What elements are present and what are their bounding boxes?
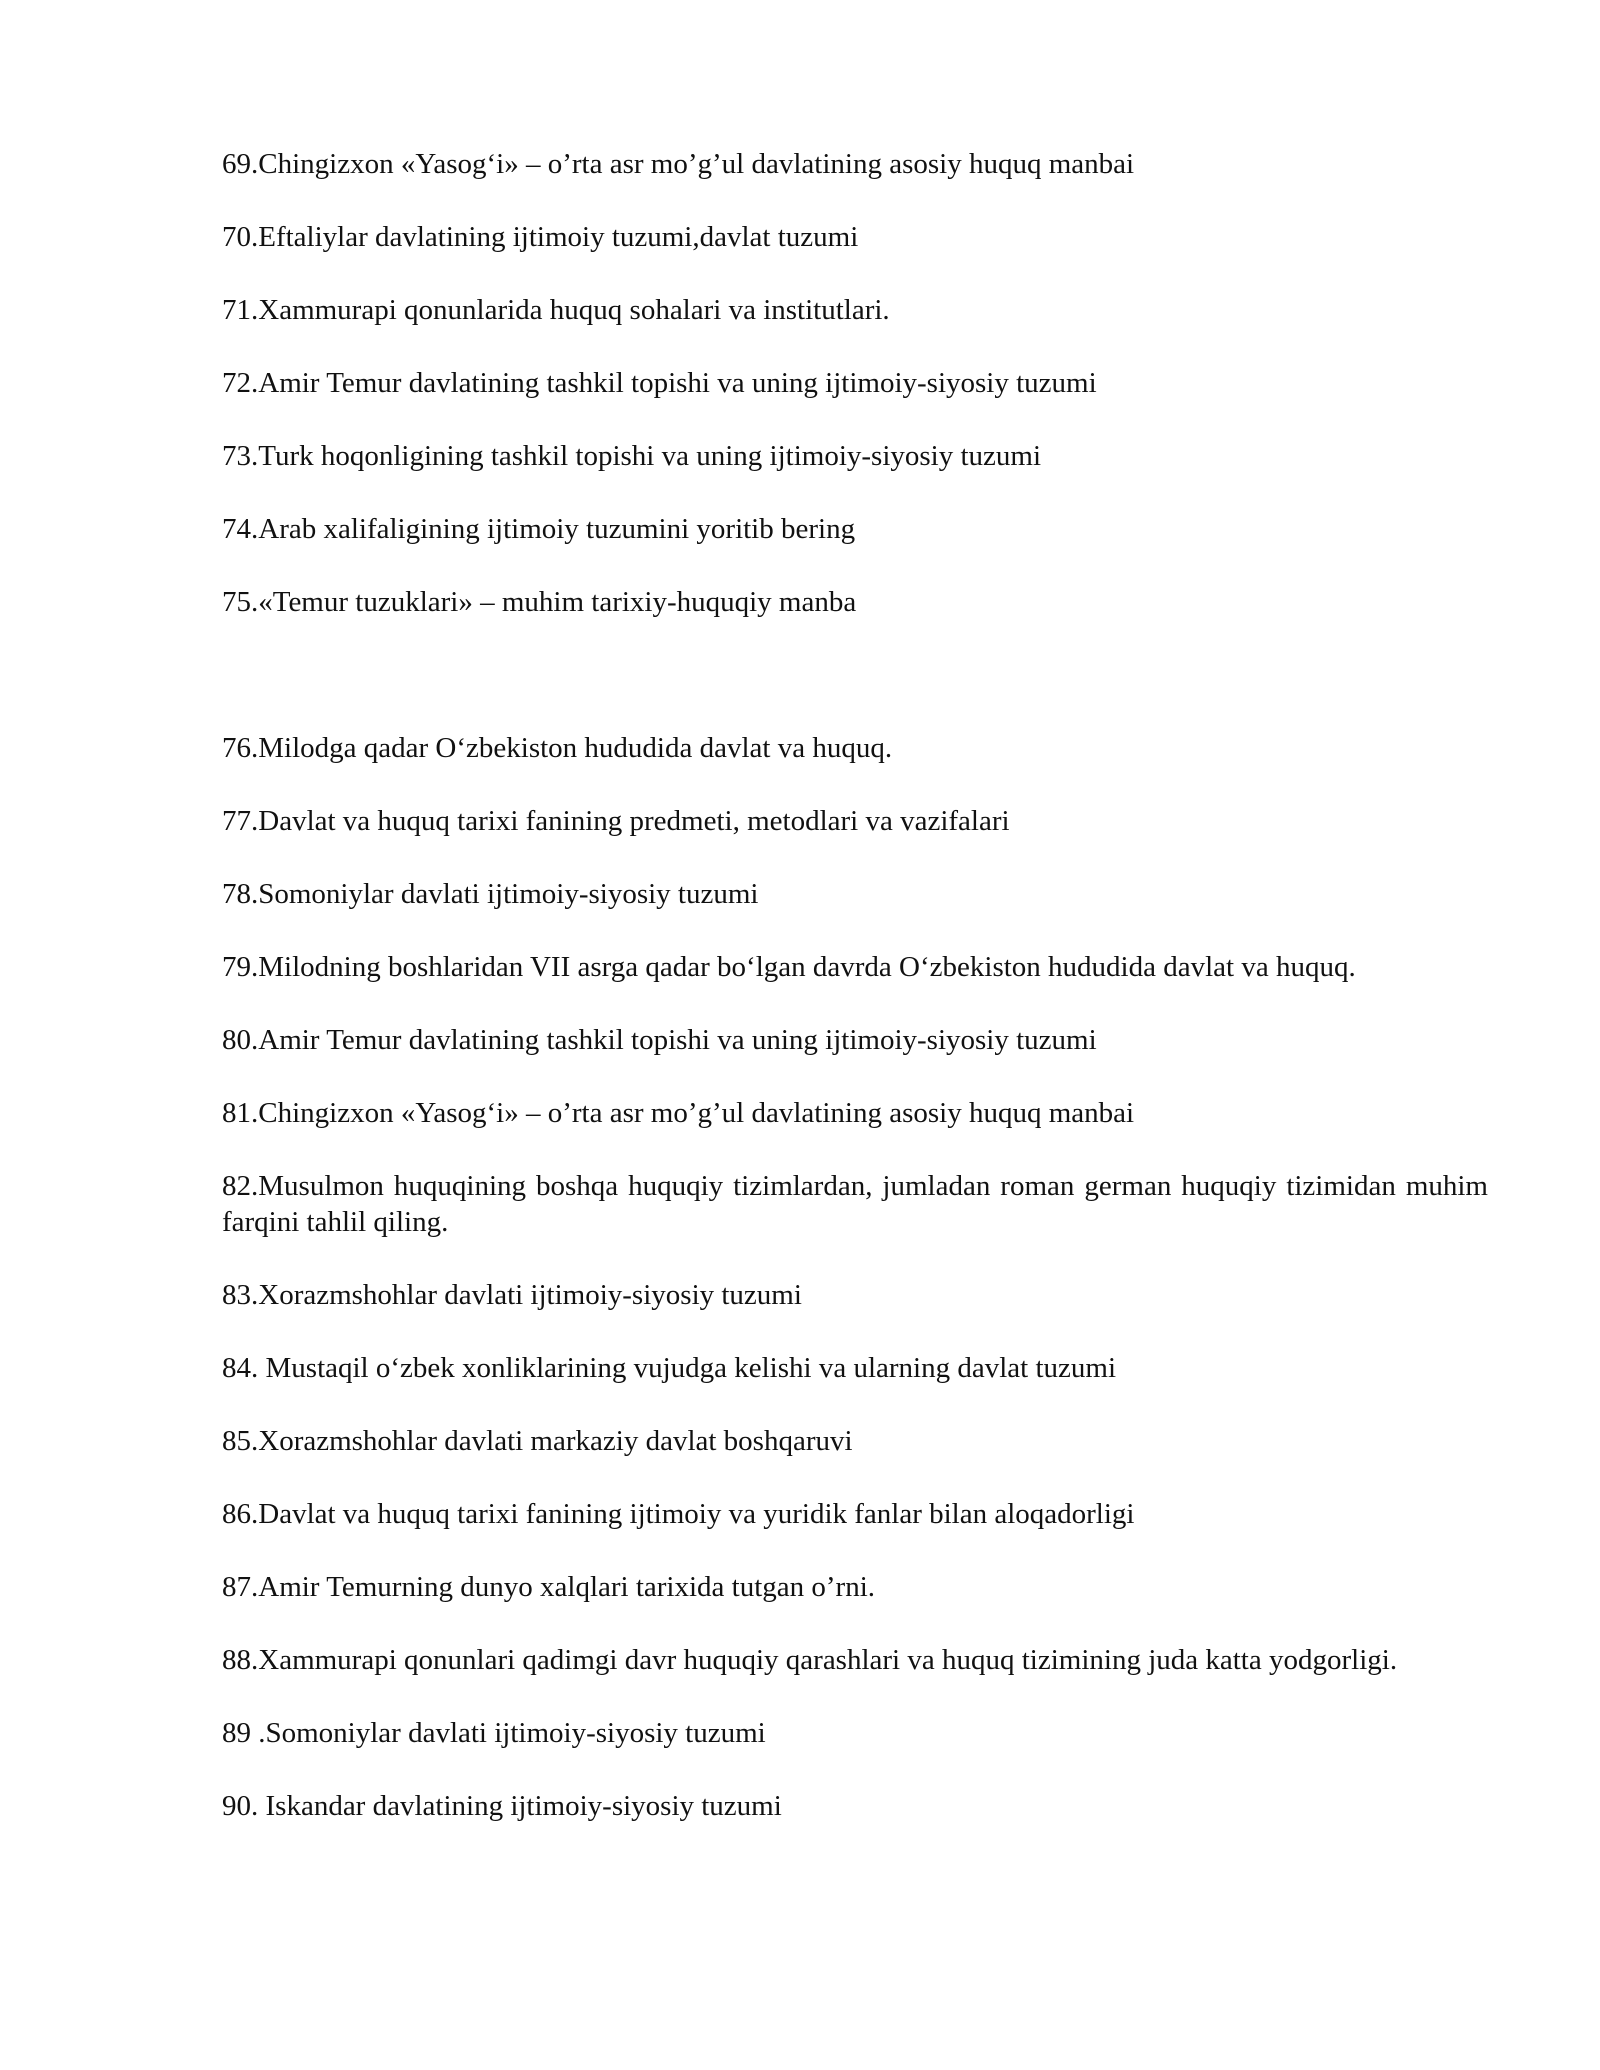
question-90: 90. Iskandar davlatining ijtimoiy-siyosiy tuzumi <box>222 1790 782 1822</box>
section-spacer <box>222 657 1488 730</box>
question-87: 87.Amir Temurning dunyo xalqlari tarixida tutgan o’rni. <box>222 1571 876 1603</box>
question-80: 80.Amir Temur davlatining tashkil topishi va uning ijtimoiy-siyosiy tuzumi <box>222 1024 1097 1056</box>
question-76: 76.Milodga qadar O‘zbekiston hududida davlat va huquq. <box>222 732 893 764</box>
question-88: 88.Xammurapi qonunlari qadimgi davr huquqiy qarashlari va huquq tizimining juda katta yodgorligi. <box>222 1644 1398 1676</box>
question-81: 81.Chingizxon «Yasog‘i» – o’rta asr mo’g’ul davlatining asosiy huquq manbai <box>222 1097 1135 1129</box>
question-83: 83.Xorazmshohlar davlati ijtimoiy-siyosiy tuzumi <box>222 1279 802 1311</box>
question-74: 74.Arab xalifaligining ijtimoiy tuzumini yoritib bering <box>222 513 856 545</box>
question-list <box>222 146 1488 1861</box>
question-77: 77.Davlat va huquq tarixi fanining predmeti, metodlari va vazifalari <box>222 805 1010 837</box>
question-72: 72.Amir Temur davlatining tashkil topishi va uning ijtimoiy-siyosiy tuzumi <box>222 367 1097 399</box>
question-85: 85.Xorazmshohlar davlati markaziy davlat boshqaruvi <box>222 1425 853 1457</box>
question-71: 71.Xammurapi qonunlarida huquq sohalari va institutlari. <box>222 294 890 326</box>
question-82: 82.Musulmon huquqining boshqa huquqiy tizimlardan, jumladan roman german huquqiy tizimidan muhim farqini tahlil qiling. <box>222 1170 1488 1238</box>
question-70: 70.Eftaliylar davlatining ijtimoiy tuzumi,davlat tuzumi <box>222 221 859 253</box>
question-79: 79.Milodning boshlaridan VII asrga qadar bo‘lgan davrda O‘zbekiston hududida davlat va huquq. <box>222 951 1356 983</box>
question-78: 78.Somoniylar davlati ijtimoiy-siyosiy tuzumi <box>222 878 759 910</box>
question-86: 86.Davlat va huquq tarixi fanining ijtimoiy va yuridik fanlar bilan aloqadorligi <box>222 1498 1135 1530</box>
question-73: 73.Turk hoqonligining tashkil topishi va uning ijtimoiy-siyosiy tuzumi <box>222 440 1042 472</box>
question-75: 75.«Temur tuzuklari» – muhim tarixiy-huquqiy manba <box>222 586 857 618</box>
question-84: 84. Mustaqil o‘zbek xonliklarining vujudga kelishi va ularning davlat tuzumi <box>222 1352 1117 1384</box>
question-89: 89 .Somoniylar davlati ijtimoiy-siyosiy tuzumi <box>222 1717 766 1749</box>
question-69: 69.Chingizxon «Yasog‘i» – o’rta asr mo’g’ul davlatining asosiy huquq manbai <box>222 148 1135 180</box>
